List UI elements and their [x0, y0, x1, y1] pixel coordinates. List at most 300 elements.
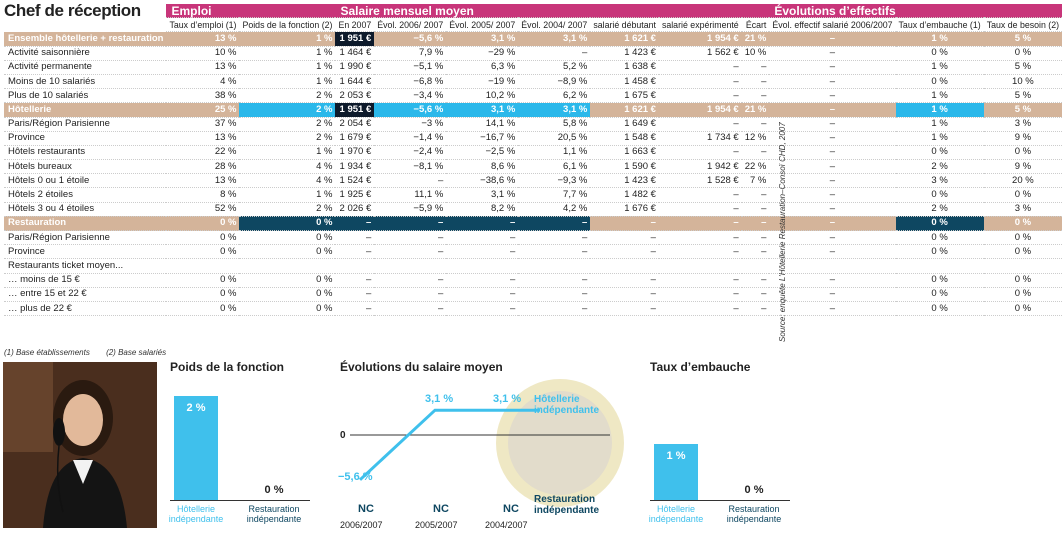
table-cell: –: [659, 89, 742, 103]
table-cell: –: [742, 287, 770, 301]
table-cell: –: [335, 273, 374, 287]
page-title: Chef de réception: [4, 1, 141, 20]
table-cell: 5 %: [984, 89, 1062, 103]
table-cell: 10 %: [166, 46, 239, 60]
table-cell: 0 %: [896, 74, 984, 88]
table-cell: –: [590, 245, 659, 259]
row-label: Activité permanente: [4, 60, 166, 74]
table-cell: 1 458 €: [590, 74, 659, 88]
chart-evolutions-salaire: [330, 375, 620, 535]
x-tick-label-2: 2004/2007: [485, 520, 528, 530]
table-cell: –: [335, 287, 374, 301]
x-tick-label-0: 2006/2007: [340, 520, 383, 530]
table-cell: 1 %: [239, 188, 335, 202]
poids-value-label-1: 0 %: [264, 484, 284, 496]
header-en-2007: En 2007: [335, 18, 374, 32]
table-cell: [742, 259, 770, 273]
table-cell: –: [659, 145, 742, 159]
table-cell: –: [659, 74, 742, 88]
table-cell: 0 %: [239, 273, 335, 287]
table-cell: –: [742, 202, 770, 216]
table-cell: 1 925 €: [335, 188, 374, 202]
header-evol-effectif: Évol. effectif salarié 2006/2007: [769, 18, 895, 32]
table-cell: –: [374, 245, 446, 259]
table-cell: −1,4 %: [374, 131, 446, 145]
footnote-1: (1) Base établissements: [4, 348, 90, 357]
table-cell: [335, 259, 374, 273]
table-cell: –: [518, 273, 590, 287]
table-cell: 11,1 %: [374, 188, 446, 202]
table-row: [4, 259, 1062, 273]
table-row: [4, 74, 1062, 88]
table-cell: 1 %: [239, 46, 335, 60]
table-cell: 14,1 %: [446, 117, 518, 131]
table-row: [4, 287, 1062, 301]
table-cell: –: [769, 273, 895, 287]
table-cell: 2 %: [239, 202, 335, 216]
table-cell: 0 %: [984, 188, 1062, 202]
table-cell: 3 %: [984, 117, 1062, 131]
table-cell: –: [590, 273, 659, 287]
table-cell: −5,1 %: [374, 60, 446, 74]
table-cell: 1 %: [896, 117, 984, 131]
table-cell: –: [446, 216, 518, 230]
header-evol-2005: Évol. 2005/ 2007: [446, 18, 518, 32]
table-cell: 1 679 €: [335, 131, 374, 145]
table-cell: 13 %: [166, 131, 239, 145]
section-salaire: Salaire mensuel moyen: [335, 4, 769, 18]
table-cell: 5,2 %: [518, 60, 590, 74]
table-cell: –: [659, 188, 742, 202]
table-cell: –: [769, 174, 895, 188]
header-taux-besoin: Taux de besoin (2): [984, 18, 1062, 32]
table-cell: 0 %: [896, 46, 984, 60]
table-cell: –: [742, 145, 770, 159]
table-cell: 0 %: [984, 301, 1062, 315]
row-label: Plus de 10 salariés: [4, 89, 166, 103]
table-cell: 0 %: [166, 231, 239, 245]
table-cell: 1 %: [239, 145, 335, 159]
table-cell: 0 %: [896, 287, 984, 301]
table-cell: 5 %: [984, 32, 1062, 46]
table-cell: –: [769, 145, 895, 159]
table-cell: –: [446, 231, 518, 245]
table-cell: 0 %: [896, 188, 984, 202]
table-cell: 37 %: [166, 117, 239, 131]
table-cell: 38 %: [166, 89, 239, 103]
table-cell: –: [659, 301, 742, 315]
table-cell: –: [446, 287, 518, 301]
table-cell: –: [518, 245, 590, 259]
table-cell: 1 528 €: [659, 174, 742, 188]
table-cell: [984, 259, 1062, 273]
table-cell: –: [769, 202, 895, 216]
table-row: [4, 32, 1062, 46]
table-cell: 1 590 €: [590, 160, 659, 174]
table-cell: –: [518, 231, 590, 245]
header-salarie-debutant: salarié débutant: [590, 18, 659, 32]
legend-hotellerie-line2: indépendante: [534, 405, 600, 416]
table-row: [4, 145, 1062, 159]
chart-title-embauche: Taux d’embauche: [650, 360, 751, 374]
embauche-value-label-0: 1 %: [666, 450, 686, 462]
table-cell: 10 %: [984, 74, 1062, 88]
table-cell: –: [518, 301, 590, 315]
table-cell: –: [769, 160, 895, 174]
table-cell: 0 %: [896, 216, 984, 230]
table-cell: [659, 259, 742, 273]
chart-title-evolutions: Évolutions du salaire moyen: [340, 360, 503, 374]
table-cell: –: [769, 301, 895, 315]
table-cell: 2 %: [239, 117, 335, 131]
table-cell: –: [518, 46, 590, 60]
table-cell: –: [769, 32, 895, 46]
table-cell: [590, 259, 659, 273]
table-row: [4, 174, 1062, 188]
table-cell: [239, 259, 335, 273]
table-cell: 1 %: [896, 103, 984, 117]
table-cell: 9 %: [984, 160, 1062, 174]
legend-restauration: Restauration: [534, 494, 596, 505]
table-cell: 1 %: [239, 32, 335, 46]
table-cell: 1 990 €: [335, 60, 374, 74]
table-cell: 1 %: [896, 60, 984, 74]
table-cell: –: [374, 287, 446, 301]
header-taux-emploi: Taux d’emploi (1): [166, 18, 239, 32]
table-cell: 8,6 %: [446, 160, 518, 174]
table-cell: –: [769, 89, 895, 103]
zero-label: 0: [340, 430, 346, 441]
table-cell: 0 %: [239, 287, 335, 301]
table-cell: –: [769, 60, 895, 74]
table-cell: 10 %: [742, 46, 770, 60]
row-label: Paris/Région Parisienne: [4, 117, 166, 131]
salary-table: [4, 4, 1062, 316]
row-label: … moins de 15 €: [4, 273, 166, 287]
table-cell: [518, 259, 590, 273]
row-label: Restauration: [4, 216, 166, 230]
table-cell: –: [335, 231, 374, 245]
table-cell: –: [769, 131, 895, 145]
footnotes: [4, 348, 180, 357]
table-cell: −6,8 %: [374, 74, 446, 88]
table-cell: 28 %: [166, 160, 239, 174]
table-row: [4, 188, 1062, 202]
table-cell: –: [446, 273, 518, 287]
table-row: [4, 273, 1062, 287]
point-label-restauration-1: NC: [433, 503, 449, 515]
table-cell: −19 %: [446, 74, 518, 88]
table-cell: –: [446, 301, 518, 315]
table-cell: 7,7 %: [518, 188, 590, 202]
row-label: Hôtels 2 étoiles: [4, 188, 166, 202]
table-cell: −2,4 %: [374, 145, 446, 159]
table-cell: 1 951 €: [335, 32, 374, 46]
row-label: Hôtels 0 ou 1 étoile: [4, 174, 166, 188]
row-label: Province: [4, 245, 166, 259]
table-cell: –: [742, 245, 770, 259]
table-cell: 0 %: [166, 287, 239, 301]
embauche-category-label-1: Restauration indépendante: [726, 504, 782, 524]
table-cell: 0 %: [984, 216, 1062, 230]
table-cell: 2 %: [896, 160, 984, 174]
table-cell: 5,8 %: [518, 117, 590, 131]
table-cell: [896, 259, 984, 273]
table-cell: [446, 259, 518, 273]
table-cell: 0 %: [239, 216, 335, 230]
table-cell: –: [742, 60, 770, 74]
header-taux-embauche: Taux d’embauche (1): [896, 18, 984, 32]
table-cell: 1 942 €: [659, 160, 742, 174]
row-label: Hôtels bureaux: [4, 160, 166, 174]
table-cell: –: [769, 74, 895, 88]
table-cell: –: [590, 231, 659, 245]
table-cell: 1 524 €: [335, 174, 374, 188]
table-cell: 22 %: [166, 145, 239, 159]
row-label: Activité saisonnière: [4, 46, 166, 60]
table-row: [4, 202, 1062, 216]
table-cell: 2 %: [239, 89, 335, 103]
table-cell: −3,4 %: [374, 89, 446, 103]
legend-restauration-line2: indépendante: [534, 505, 600, 516]
table-cell: –: [659, 273, 742, 287]
table-cell: −5,6 %: [374, 32, 446, 46]
table-cell: –: [590, 216, 659, 230]
table-cell: –: [374, 273, 446, 287]
table-cell: –: [446, 245, 518, 259]
table-cell: 7 %: [742, 174, 770, 188]
table-cell: 1 951 €: [335, 103, 374, 117]
row-label: Moins de 10 salariés: [4, 74, 166, 88]
table-cell: 0 %: [896, 145, 984, 159]
table-cell: 6,3 %: [446, 60, 518, 74]
row-label: Hôtels restaurants: [4, 145, 166, 159]
table-cell: –: [769, 46, 895, 60]
table-cell: –: [518, 287, 590, 301]
table-cell: –: [374, 216, 446, 230]
row-label: … entre 15 et 22 €: [4, 287, 166, 301]
point-label-hotellerie-0: −5,6 %: [338, 470, 373, 483]
table-cell: 3,1 %: [446, 188, 518, 202]
table-cell: 8,2 %: [446, 202, 518, 216]
table-cell: −5,6 %: [374, 103, 446, 117]
table-cell: 1 675 €: [590, 89, 659, 103]
table-cell: 0 %: [896, 245, 984, 259]
table-cell: –: [335, 216, 374, 230]
table-cell: –: [374, 231, 446, 245]
table-cell: 2 %: [896, 202, 984, 216]
table-cell: –: [518, 216, 590, 230]
table-cell: −29 %: [446, 46, 518, 60]
table-cell: [166, 259, 239, 273]
table-cell: –: [769, 216, 895, 230]
table-cell: −9,3 %: [518, 174, 590, 188]
poids-category-label-0: Hôtellerie indépendante: [168, 504, 224, 524]
table-cell: –: [659, 216, 742, 230]
table-cell: −8,1 %: [374, 160, 446, 174]
table-row: [4, 216, 1062, 230]
table-cell: 9 %: [984, 131, 1062, 145]
table-cell: 1 423 €: [590, 46, 659, 60]
row-label: … plus de 22 €: [4, 301, 166, 315]
header-poids-fonction: Poids de la fonction (2): [239, 18, 335, 32]
table-cell: 1 %: [239, 74, 335, 88]
table-row: [4, 60, 1062, 74]
table-cell: 0 %: [239, 231, 335, 245]
table-cell: 1 423 €: [590, 174, 659, 188]
table-cell: [374, 259, 446, 273]
table-cell: −3 %: [374, 117, 446, 131]
table-cell: –: [659, 231, 742, 245]
table-cell: 13 %: [166, 174, 239, 188]
table-cell: 2 %: [239, 131, 335, 145]
table-row: [4, 46, 1062, 60]
table-cell: 1,1 %: [518, 145, 590, 159]
table-cell: 1 464 €: [335, 46, 374, 60]
table-cell: 52 %: [166, 202, 239, 216]
table-cell: –: [335, 245, 374, 259]
table-cell: 2 %: [239, 103, 335, 117]
row-label: Hôtels 3 ou 4 étoiles: [4, 202, 166, 216]
table-cell: −16,7 %: [446, 131, 518, 145]
row-label: Ensemble hôtellerie + restauration: [4, 32, 166, 46]
table-cell: 4,2 %: [518, 202, 590, 216]
table-cell: 1 734 €: [659, 131, 742, 145]
table-row: [4, 89, 1062, 103]
header-ecart: Écart: [742, 18, 770, 32]
table-cell: –: [659, 117, 742, 131]
table-cell: 0 %: [896, 301, 984, 315]
table-cell: –: [769, 117, 895, 131]
table-cell: 2 026 €: [335, 202, 374, 216]
point-label-restauration-0: NC: [358, 503, 374, 515]
table-cell: –: [659, 202, 742, 216]
table-cell: –: [769, 103, 895, 117]
table-cell: 1 954 €: [659, 103, 742, 117]
table-row: [4, 131, 1062, 145]
table-cell: 0 %: [984, 145, 1062, 159]
table-cell: 4 %: [166, 74, 239, 88]
table-cell: 0 %: [166, 245, 239, 259]
source-note: Source: enquête L’Hôtellerie Restauration–Consoï CHD, 2007: [778, 122, 787, 342]
embauche-value-label-1: 0 %: [744, 484, 764, 496]
table-cell: 3,1 %: [518, 32, 590, 46]
receptionist-photo: [3, 362, 157, 528]
section-evolutions: Évolutions d’effectifs: [769, 4, 1062, 18]
table-cell: 1 621 €: [590, 32, 659, 46]
table-row: [4, 301, 1062, 315]
table-cell: [769, 259, 895, 273]
table-cell: –: [769, 287, 895, 301]
table-cell: 2 053 €: [335, 89, 374, 103]
row-label: Hôtellerie: [4, 103, 166, 117]
row-label: Paris/Région Parisienne: [4, 231, 166, 245]
table-cell: –: [742, 231, 770, 245]
point-label-hotellerie-2: 3,1 %: [493, 393, 522, 406]
table-cell: –: [374, 174, 446, 188]
table-cell: 3,1 %: [518, 103, 590, 117]
table-cell: 3,1 %: [446, 32, 518, 46]
embauche-category-label-0: Hôtellerie indépendante: [648, 504, 704, 524]
table-cell: 2 054 €: [335, 117, 374, 131]
table-cell: –: [374, 301, 446, 315]
table-cell: −2,5 %: [446, 145, 518, 159]
table-cell: 6,2 %: [518, 89, 590, 103]
footnote-2: (2) Base salariés: [106, 348, 167, 357]
table-cell: −8,9 %: [518, 74, 590, 88]
row-label: Restaurants ticket moyen...: [4, 259, 166, 273]
table-cell: 0 %: [896, 273, 984, 287]
table-cell: 22 %: [742, 160, 770, 174]
table-cell: 4 %: [239, 174, 335, 188]
table-cell: –: [769, 245, 895, 259]
table-cell: 0 %: [239, 245, 335, 259]
table-cell: 1 %: [896, 32, 984, 46]
table-cell: 8 %: [166, 188, 239, 202]
table-cell: 5 %: [984, 60, 1062, 74]
table-cell: 1 638 €: [590, 60, 659, 74]
table-cell: 1 621 €: [590, 103, 659, 117]
table-cell: 0 %: [984, 245, 1062, 259]
poids-category-label-1: Restauration indépendante: [246, 504, 302, 524]
table-cell: 3 %: [896, 174, 984, 188]
table-cell: 7,9 %: [374, 46, 446, 60]
table-cell: −5,9 %: [374, 202, 446, 216]
table-cell: 6,1 %: [518, 160, 590, 174]
table-cell: –: [742, 301, 770, 315]
table-cell: 0 %: [984, 273, 1062, 287]
table-cell: –: [659, 60, 742, 74]
table-cell: –: [742, 117, 770, 131]
table-cell: –: [742, 89, 770, 103]
table-cell: –: [590, 301, 659, 315]
table-cell: 1 934 €: [335, 160, 374, 174]
table-cell: 1 482 €: [590, 188, 659, 202]
point-label-hotellerie-1: 3,1 %: [425, 393, 454, 406]
table-cell: –: [769, 188, 895, 202]
table-cell: 10,2 %: [446, 89, 518, 103]
table-row: [4, 117, 1062, 131]
table-cell: 3 %: [984, 202, 1062, 216]
table-cell: 1 562 €: [659, 46, 742, 60]
table-row: [4, 160, 1062, 174]
table-cell: 4 %: [239, 160, 335, 174]
row-label: Province: [4, 131, 166, 145]
table-cell: 0 %: [166, 301, 239, 315]
table-row: [4, 245, 1062, 259]
embauche-baseline: [650, 500, 790, 501]
section-emploi: Emploi: [166, 4, 335, 18]
table-cell: 5 %: [984, 103, 1062, 117]
header-evol-2004: Évol. 2004/ 2007: [518, 18, 590, 32]
table-cell: 1 954 €: [659, 32, 742, 46]
table-cell: 1 %: [896, 131, 984, 145]
table-cell: 1 644 €: [335, 74, 374, 88]
table-cell: 20,5 %: [518, 131, 590, 145]
table-cell: 1 663 €: [590, 145, 659, 159]
table-cell: 1 548 €: [590, 131, 659, 145]
table-cell: –: [742, 273, 770, 287]
header-salarie-experimente: salarié expérimenté: [659, 18, 742, 32]
table-cell: 0 %: [166, 273, 239, 287]
x-tick-label-1: 2005/2007: [415, 520, 458, 530]
table-cell: –: [659, 287, 742, 301]
table-cell: 0 %: [239, 301, 335, 315]
table-cell: 0 %: [984, 231, 1062, 245]
table-cell: 21 %: [742, 32, 770, 46]
table-cell: 0 %: [896, 231, 984, 245]
table-cell: 12 %: [742, 131, 770, 145]
